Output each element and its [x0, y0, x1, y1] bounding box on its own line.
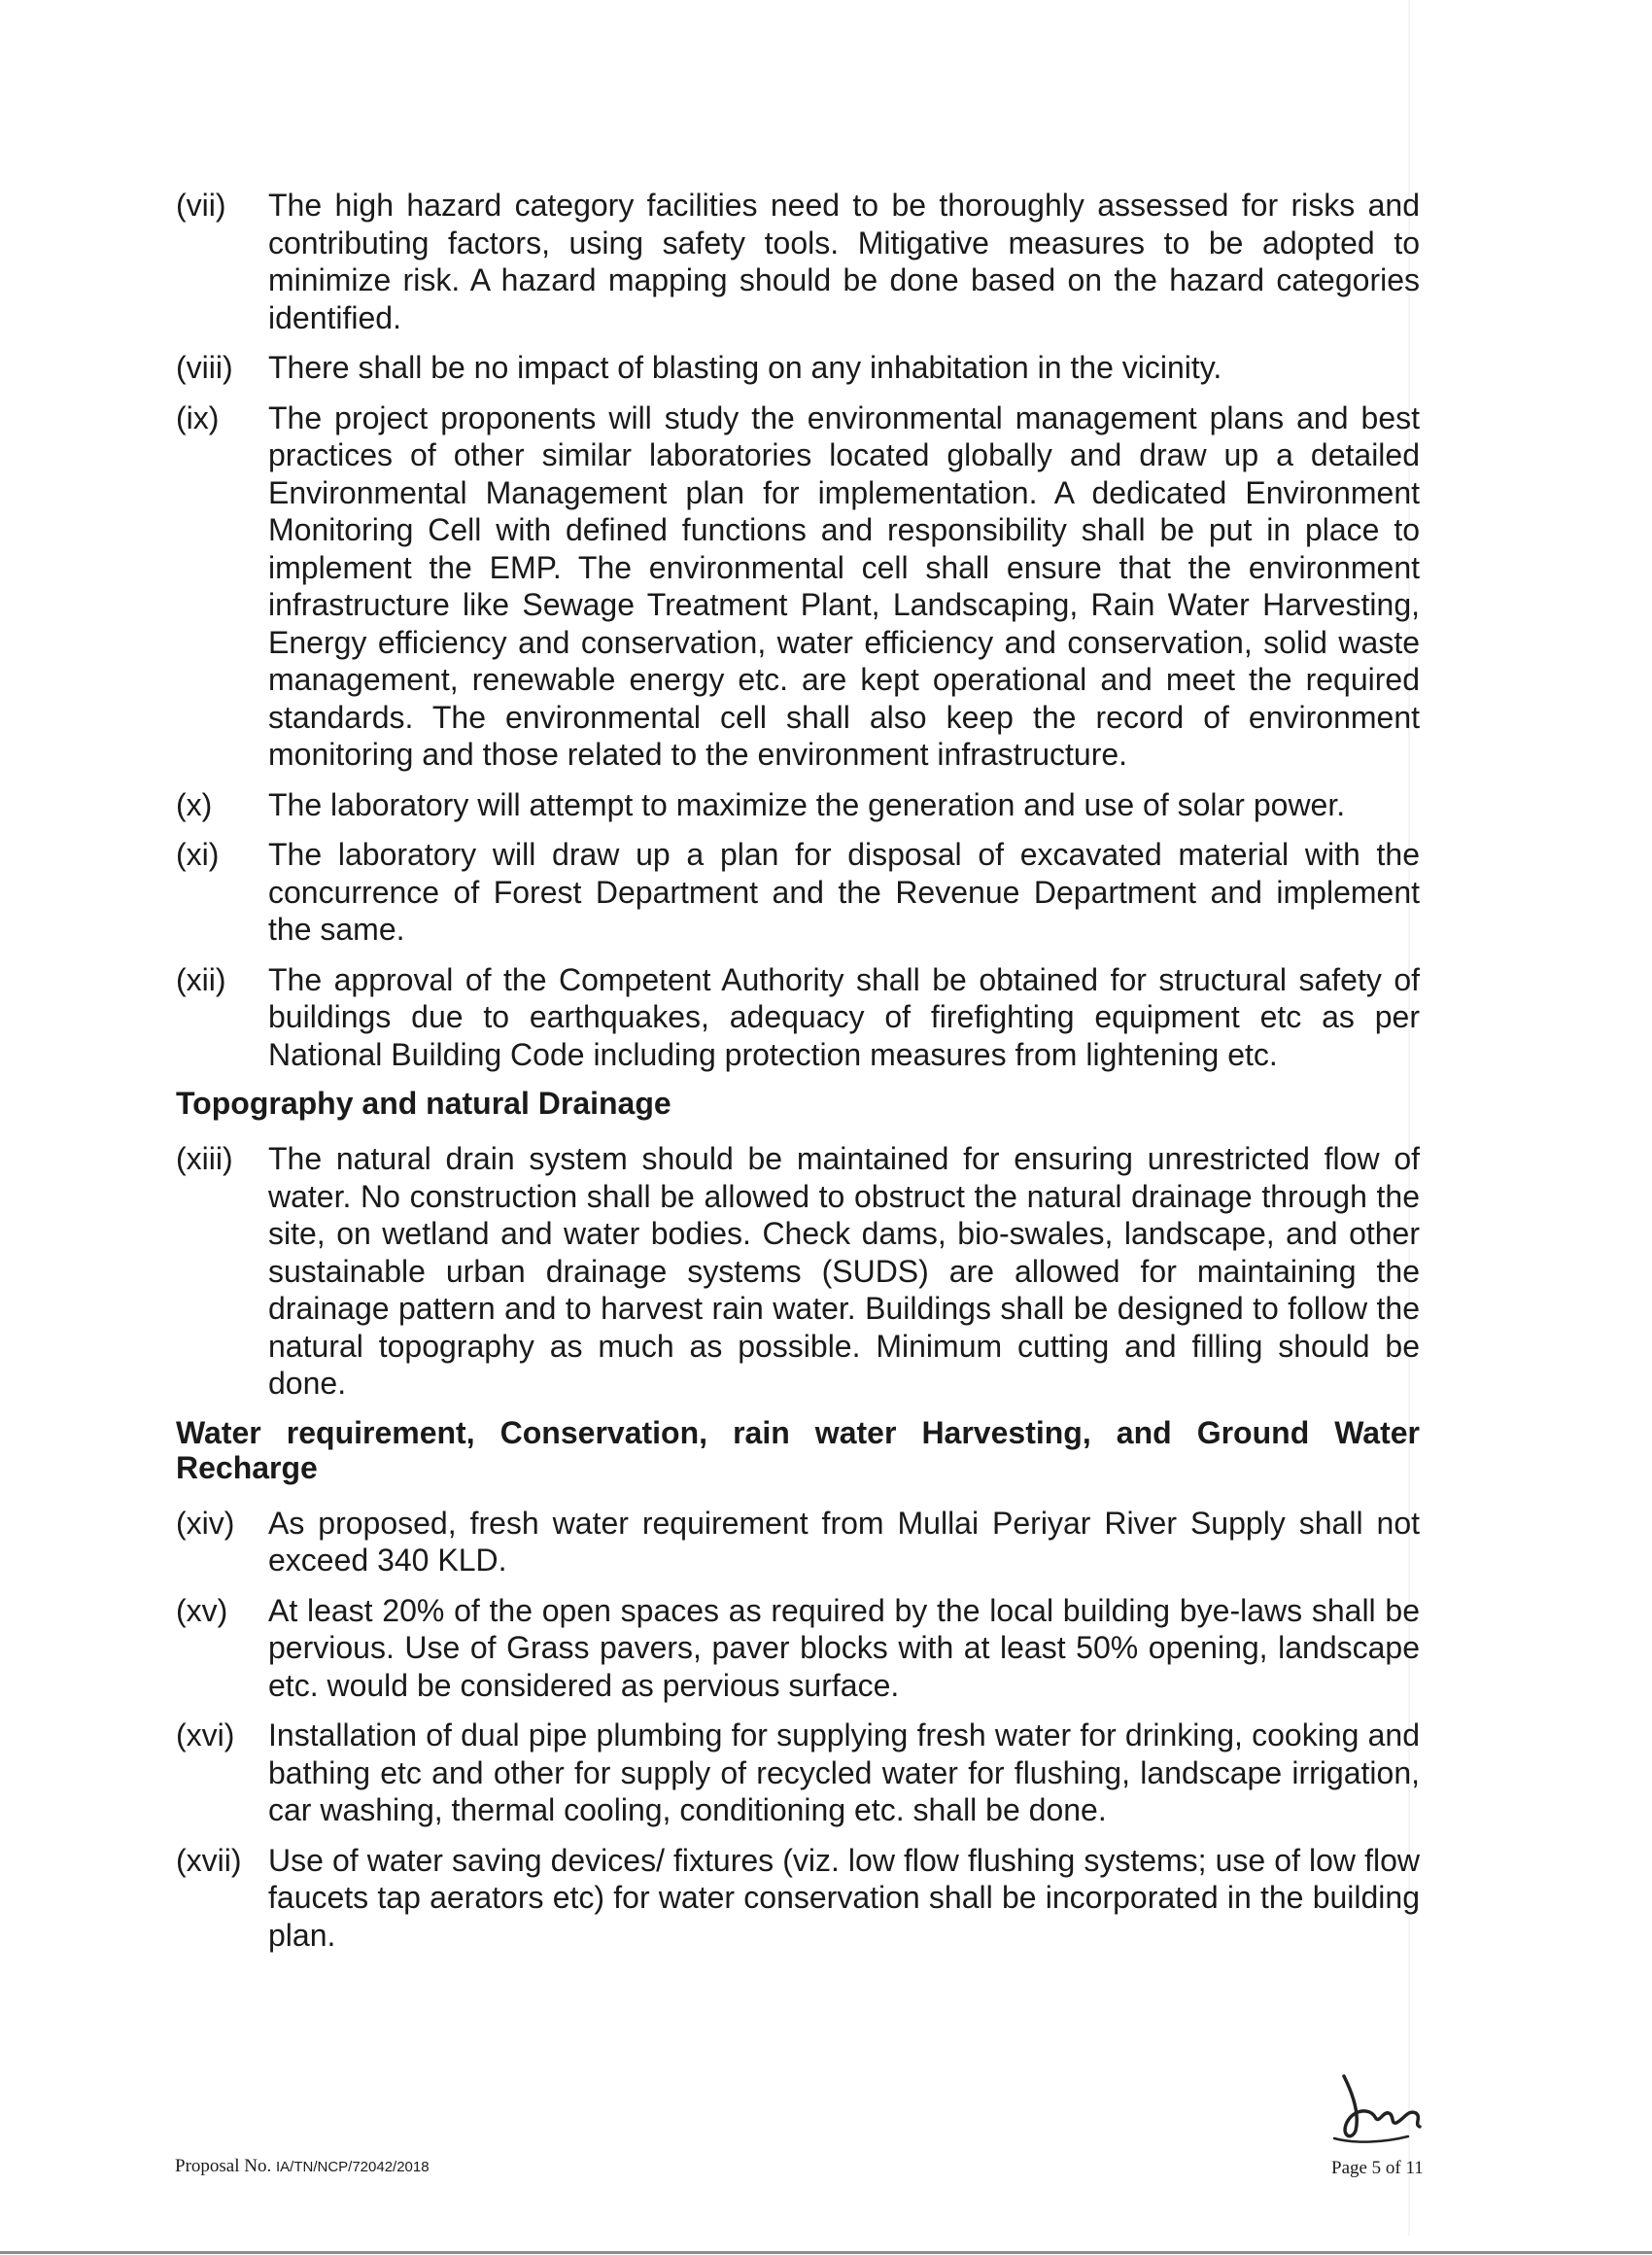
conditions-list-topography	[176, 1140, 1420, 1403]
condition-number: (xvii)	[176, 1842, 242, 1878]
page-content	[176, 187, 1420, 1966]
condition-text: As proposed, fresh water requirement from Mullai Periyar River Supply shall not exceed 340 KLD.	[268, 1505, 1420, 1578]
condition-number: (xi)	[176, 837, 220, 872]
section-heading-topography: Topography and natural Drainage	[176, 1086, 671, 1121]
condition-number: (vii)	[176, 188, 226, 223]
footer-page-number: Page 5 of 11	[1331, 2158, 1424, 2178]
condition-text: The approval of the Competent Authority shall be obtained for structural safety of buildings due to earthquakes, adequacy of firefighting equipment etc as per National Building Code including protection measures from lightening etc.	[268, 961, 1420, 1072]
conditions-list-water	[176, 1505, 1420, 1955]
footer-proposal-number: IA/TN/NCP/72042/2018	[275, 2159, 430, 2175]
condition-text: Installation of dual pipe plumbing for supplying fresh water for drinking, cooking and bathing etc and other for supply of recycled water for flushing, landscape irrigation, car washing, thermal cooling, conditioning etc. shall be done.	[268, 1717, 1420, 1827]
condition-text: The project proponents will study the environmental management plans and best practices of other similar laboratories located globally and draw up a detailed Environmental Management plan for implementation. A dedicated Environment Monitoring Cell with defined functions and responsibility shall be put in place to implement the EMP. The environmental cell shall ensure that the environment infrastructure like Sewage Treatment Plant, Landscaping, Rain Water Harvesting, Energy efficiency and conservation, water efficiency and conservation, solid waste management, renewable energy etc. are kept operational and meet the required standards. The environmental cell shall also keep the record of environment monitoring and those related to the environment infrastructure.	[268, 399, 1420, 772]
condition-item	[176, 786, 1420, 824]
condition-number: (xv)	[176, 1592, 228, 1628]
condition-item	[176, 1592, 1420, 1705]
signature-mark	[1326, 2068, 1433, 2146]
condition-number: (ix)	[176, 399, 220, 435]
condition-item	[176, 187, 1420, 336]
condition-text: The laboratory will attempt to maximize the generation and use of solar power.	[268, 786, 1346, 822]
condition-text: There shall be no impact of blasting on any inhabitation in the vicinity.	[268, 350, 1222, 385]
condition-text: Use of water saving devices/ fixtures (viz. low flow flushing systems; use of low flow faucets tap aerators etc) for water conservation shall be incorporated in the building plan.	[268, 1842, 1420, 1953]
conditions-list-general	[176, 187, 1420, 1073]
condition-number: (viii)	[176, 350, 233, 385]
section-heading-water: Water requirement, Conservation, rain water Harvesting, and Ground Water Recharge	[176, 1414, 1420, 1485]
condition-item	[176, 1505, 1420, 1579]
condition-number: (xiii)	[176, 1141, 233, 1176]
condition-item	[176, 961, 1420, 1074]
condition-item	[176, 1717, 1420, 1829]
condition-item	[176, 1140, 1420, 1403]
condition-text: At least 20% of the open spaces as required by the local building bye-laws shall be pervious. Use of Grass pavers, paver blocks with at least 50% opening, landscape etc. would be considered as pervious surface.	[268, 1592, 1420, 1703]
condition-number: (x)	[176, 786, 213, 822]
condition-number: (xii)	[176, 961, 226, 997]
condition-text: The laboratory will draw up a plan for disposal of excavated material with the concurrence of Forest Department and the Revenue Department and implement the same.	[268, 837, 1420, 947]
condition-number: (xiv)	[176, 1505, 235, 1541]
condition-item	[176, 399, 1420, 774]
condition-item	[176, 1842, 1420, 1955]
footer-proposal	[175, 2156, 430, 2177]
condition-text: The natural drain system should be maintained for ensuring unrestricted flow of water. No construction shall be allowed to obstruct the natural drainage through the site, on wetland and water bodies. Check dams, bio-swales, landscape, and other sustainable urban drainage systems (SUDS) are allowed for maintaining the drainage pattern and to harvest rain water. Buildings shall be designed to follow the natural topography as much as possible. Minimum cutting and filling should be done.	[268, 1141, 1420, 1401]
condition-text: The high hazard category facilities need to be thoroughly assessed for risks and contributing factors, using safety tools. Mitigative measures to be adopted to minimize risk. A hazard mapping should be done based on the hazard categories identified.	[268, 188, 1420, 335]
condition-number: (xvi)	[176, 1717, 235, 1752]
footer-proposal-label: Proposal No.	[175, 2156, 272, 2176]
bottom-scan-edge	[0, 2251, 1652, 2254]
condition-item	[176, 836, 1420, 949]
condition-item	[176, 349, 1420, 387]
